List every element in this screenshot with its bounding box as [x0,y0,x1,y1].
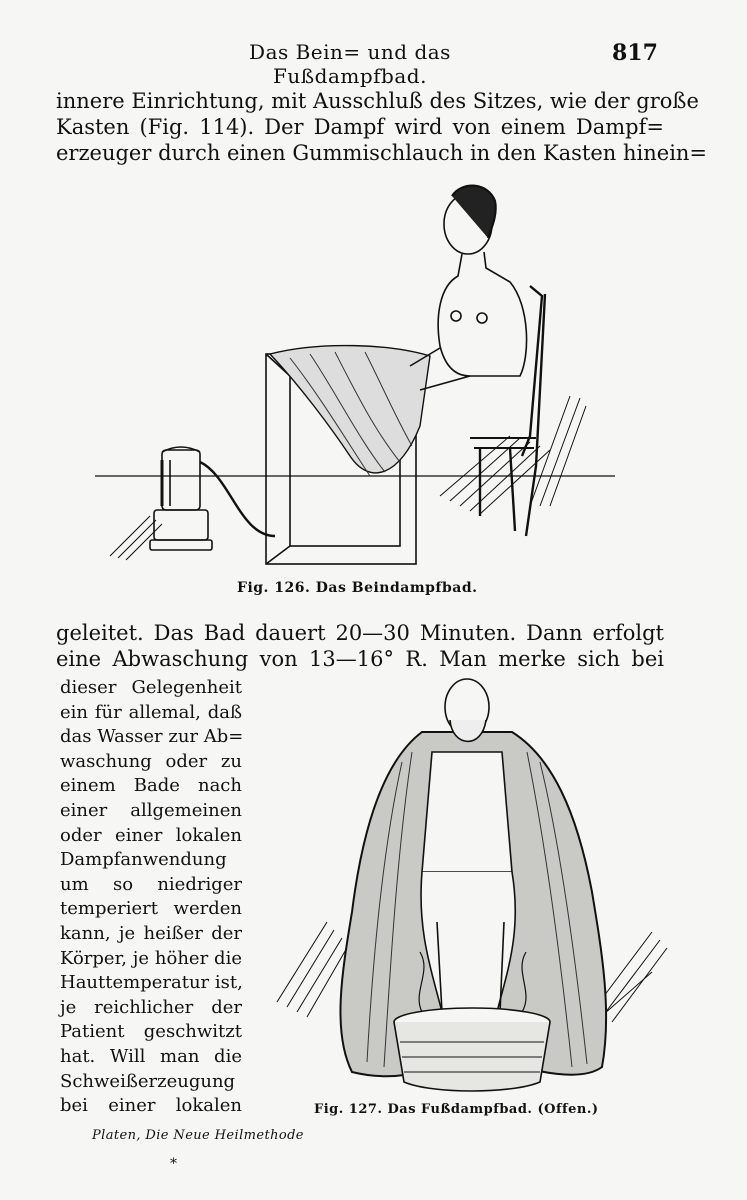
text-line: um so niedriger [60,873,242,895]
paragraph-top [56,88,708,166]
text-line: einer allgemeinen [60,799,242,821]
text-line: erzeuger durch einen Gummischlauch in den Kasten hinein= [56,141,708,165]
text-line: dieser Gelegenheit [60,677,242,698]
narrow-text-column [60,676,242,1119]
text-line: ein für allemal, daß [60,701,242,723]
text-line: kann, je heißer der [60,922,242,944]
text-line: das Wasser zur Ab= [60,726,244,748]
text-line: Kasten (Fig. 114). Der Dampf wird von einem Dampf= [56,115,664,139]
text-line: Körper, je höher die [60,947,242,969]
text-line: einem Bade nach [60,775,242,797]
text-line: eine Abwaschung von 13—16° R. Man merke sich bei [56,647,664,671]
text-line: je reichlicher der [60,996,242,1018]
text-line: bei einer lokalen [60,1095,242,1117]
text-line: Schweißerzeugung [60,1070,236,1092]
running-head: Das Bein= und das Fußdampfbad. [249,40,451,88]
paragraph-middle [56,620,664,672]
figure-127-caption: Fig. 127. Das Fußdampfbad. (Offen.) [314,1102,599,1117]
figure-126-caption: Fig. 126. Das Beindampfbad. [237,580,478,596]
figure-127-illustration [272,672,672,1100]
page-number: 817 [612,40,658,66]
text-line: Dampfanwendung [60,849,227,871]
text-line: innere Einrichtung, mit Ausschluß des Sitzes, wie der große [56,89,699,113]
text-line: waschung oder zu [60,750,242,772]
text-line: temperiert werden [60,898,242,920]
text-line: hat. Will man die [60,1045,242,1067]
text-line: geleitet. Das Bad dauert 20—30 Minuten. Dann erfolgt [56,621,664,645]
text-line: Patient geschwitzt [60,1021,242,1043]
printer-signature: Platen, Die Neue Heilmethode [92,1128,304,1143]
text-line: oder einer lokalen [60,824,242,846]
figure-126-illustration [90,176,620,576]
text-line: Hauttemperatur ist, [60,972,243,994]
signature-mark: * [170,1156,177,1172]
